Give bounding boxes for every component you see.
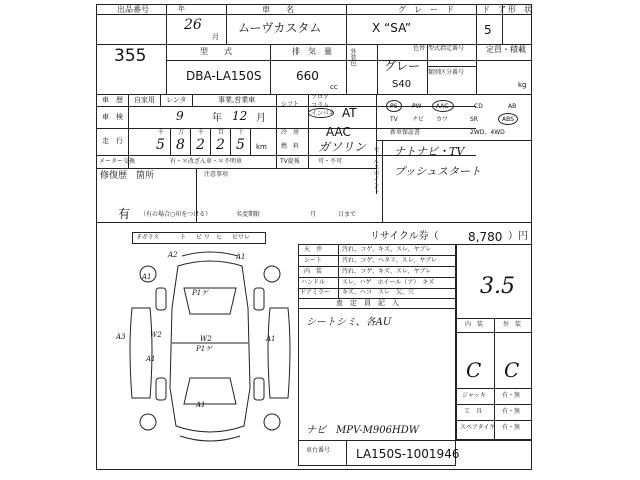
shape-label: 形 状 bbox=[508, 5, 532, 14]
mileage-unit-3: 千 bbox=[198, 129, 205, 136]
lot-label: 出品番号 bbox=[117, 5, 149, 14]
business-label: 事業,営業車 bbox=[218, 96, 256, 104]
aircon-label: 冷 房 bbox=[281, 129, 300, 136]
shaken-month-unit: 月 bbox=[256, 113, 266, 124]
meter-label: メーター交換 bbox=[99, 158, 136, 165]
equip-row1-5: AB bbox=[508, 103, 517, 110]
recycle-label: リサイクル券（ bbox=[370, 231, 439, 242]
equip-row2-2: ナビ bbox=[412, 116, 425, 123]
mileage-unit-5: 十 bbox=[238, 129, 245, 136]
cond-row-2-values: 汚れ、コゲ、ヘタリ、スレ、ヤブレ bbox=[342, 257, 437, 264]
year-label: 年 bbox=[178, 5, 185, 13]
notes-label: 注意事項 bbox=[204, 171, 229, 178]
shaken-year-unit: 年 bbox=[212, 113, 222, 124]
column-sub: インパネ bbox=[311, 110, 335, 117]
tv-label: TV提報 bbox=[280, 158, 300, 165]
inspector-note-1: シートシミ、各AU bbox=[306, 317, 392, 328]
diagram-mark-3: A1 bbox=[142, 273, 152, 281]
tool-label: 工 具 bbox=[464, 408, 483, 415]
cond-row-1-label: 天 井 bbox=[304, 246, 323, 253]
shaken-month: 12 bbox=[232, 109, 248, 123]
cond-row-5-values: キズ、ヘコ スレ 欠、穴 bbox=[342, 289, 415, 296]
repair-value: 有 bbox=[118, 207, 131, 221]
displacement-label: 排 気 量 bbox=[292, 47, 332, 56]
cond-row-3-label: 内 装 bbox=[304, 268, 323, 275]
equip-row1-2: PW bbox=[412, 103, 422, 110]
mileage-digit-1: 5 bbox=[156, 137, 165, 153]
rental-label: レンタ bbox=[166, 96, 187, 104]
diagram-mark-10: A1 bbox=[146, 355, 156, 363]
year-value: 26 bbox=[184, 17, 202, 33]
shift-value: AT bbox=[342, 106, 357, 120]
diagram-mark-9: A3 bbox=[116, 333, 126, 341]
serial-label: 車台番号 bbox=[306, 447, 331, 454]
inspector-notes-label: 査 定 員 記 入 bbox=[336, 299, 399, 307]
equip-row1-1: PS bbox=[390, 103, 398, 110]
jack-label: ジャッキ bbox=[462, 392, 486, 399]
grade-value: X “SA” bbox=[372, 21, 412, 35]
category-label: 類別区分番号 bbox=[428, 69, 465, 76]
equip-circle-abs bbox=[498, 113, 518, 125]
mileage-digit-5: 5 bbox=[236, 137, 245, 153]
mileage-unit-1: 千 bbox=[158, 129, 165, 136]
repair-day-label: 日まで bbox=[338, 211, 357, 218]
score-value: 3.5 bbox=[480, 274, 515, 299]
equip-row2-1: TV bbox=[390, 116, 398, 123]
serial-value: LA150S-1001946 bbox=[356, 447, 460, 461]
glass-label-5: ビワレ bbox=[232, 234, 251, 241]
aircon-value: AAC bbox=[326, 125, 351, 139]
cond-row-5-label: ドアミラー bbox=[300, 289, 330, 296]
displacement-value: 660 bbox=[296, 69, 319, 83]
diagram-mark-7: A1 bbox=[266, 335, 276, 343]
sales-point-label: セールスポイント bbox=[372, 146, 379, 194]
new-car-label: 新車保証書 bbox=[390, 129, 421, 136]
inspector-label: 名変期限 bbox=[236, 211, 261, 218]
model-label: 型 式 bbox=[200, 47, 232, 56]
inspector-note-2: ナビ MPV-M906HDW bbox=[306, 425, 419, 436]
equip-row2-3: カワ bbox=[436, 116, 449, 123]
history-label: 車 歴 bbox=[102, 96, 123, 104]
mileage-unit-4: 百 bbox=[218, 129, 225, 136]
designated-label: 型式指定番号 bbox=[428, 45, 465, 52]
capacity-unit: kg bbox=[518, 81, 527, 89]
glass-label-3: ビ ワ bbox=[196, 234, 210, 241]
sales-point-line2: プッシュスタート bbox=[394, 165, 482, 178]
drive-label: 2WD、4WD bbox=[470, 129, 505, 136]
spare-value: 有・無 bbox=[502, 424, 521, 431]
model-value: DBA-LA150S bbox=[186, 69, 262, 83]
interior-label: 内 装 bbox=[465, 321, 484, 328]
name-value: ムーヴカスタム bbox=[238, 21, 322, 35]
repair-label: 修復歴 箇所 bbox=[100, 171, 155, 181]
mileage-unit-2: 万 bbox=[178, 129, 185, 136]
cond-row-4-label: ハンドル bbox=[301, 279, 326, 286]
glass-label-1: Fガラス bbox=[138, 234, 160, 241]
private-label: 自家用 bbox=[134, 96, 155, 104]
month-label: 月 bbox=[212, 33, 219, 41]
interior-value: C bbox=[466, 358, 482, 382]
shaken-year: 9 bbox=[176, 109, 184, 123]
color-value: グレー bbox=[384, 59, 421, 73]
mileage-label: 走 行 bbox=[102, 137, 123, 145]
exterior-label-score: 外 装 bbox=[503, 321, 522, 328]
cond-row-3-values: 汚れ、コゲ、キズ、スレ、ヤブレ bbox=[342, 268, 432, 275]
mileage-digit-4: 2 bbox=[216, 137, 225, 153]
equip-row2-4: SR bbox=[470, 116, 478, 123]
meter-options: 有・＊改ざん車・＊不明車 bbox=[170, 158, 243, 165]
name-label: 車 名 bbox=[262, 5, 294, 14]
shift-label: シフト bbox=[281, 101, 300, 108]
lot-number: 355 bbox=[114, 46, 147, 66]
mileage-unit: km bbox=[256, 143, 267, 151]
jack-value: 有・無 bbox=[502, 392, 521, 399]
door-value: 5 bbox=[484, 23, 492, 37]
colorchange-label: 色替 bbox=[413, 45, 426, 52]
diagram-mark-8: W2 bbox=[200, 335, 212, 343]
column-label: コラム bbox=[311, 102, 329, 109]
cond-row-2-label: シート bbox=[304, 257, 323, 264]
cond-row-4-values: スレ、ハゲ ホイール（ア） キズ bbox=[342, 279, 435, 286]
column-circle bbox=[308, 108, 334, 118]
capacity-label: 定員・積載 bbox=[486, 45, 526, 54]
repair-note: （有の場合○印をつける） bbox=[140, 211, 212, 218]
cond-row-1-values: 汚れ、コゲ、キズ、スレ、ヤブレ bbox=[342, 246, 432, 253]
displacement-unit: cc bbox=[330, 83, 338, 91]
exterior-label: 外装色 bbox=[349, 48, 356, 66]
diagram-mark-2: A1 bbox=[236, 253, 246, 261]
diagram-mark-6: P1ゲ bbox=[196, 345, 213, 353]
shaken-label: 車 検 bbox=[102, 113, 123, 121]
recycle-amount: 8,780 bbox=[468, 230, 503, 244]
diagram-mark-5: W2 bbox=[150, 331, 162, 339]
exterior-value: C bbox=[504, 358, 520, 382]
diagram-mark-1: A2 bbox=[168, 251, 178, 259]
door-label: ド ア bbox=[482, 5, 506, 14]
tool-value: 有・無 bbox=[502, 408, 521, 415]
diagram-mark-4: P1ゲ bbox=[192, 289, 209, 297]
glass-label-2: ト bbox=[180, 234, 187, 241]
floor-label: フロア bbox=[311, 94, 330, 101]
tv-options: 可・不可 bbox=[318, 158, 343, 165]
mileage-digit-2: 8 bbox=[176, 137, 185, 153]
equip-row1-4: CD bbox=[474, 103, 483, 110]
sales-point-line1: ナトナビ・TV bbox=[394, 145, 465, 158]
diagram-mark-11: A1 bbox=[196, 401, 206, 409]
equip-circle-aac bbox=[432, 100, 454, 112]
equip-row1-3: AAC bbox=[436, 103, 449, 110]
repair-month-label: 月 bbox=[310, 211, 317, 218]
glass-label-4: ヒ bbox=[216, 234, 223, 241]
equip-circle-ps bbox=[386, 100, 402, 112]
mileage-digit-3: 2 bbox=[196, 137, 205, 153]
grade-label: グ レ ー ド bbox=[398, 5, 454, 14]
fuel-label: 燃 料 bbox=[281, 143, 300, 150]
color-code-value: S40 bbox=[392, 79, 412, 90]
equip-row2-5: ABS bbox=[502, 116, 514, 123]
spare-label: スペアタイヤ bbox=[460, 424, 496, 431]
recycle-unit: ）円 bbox=[508, 231, 528, 242]
fuel-value: ガソリン bbox=[318, 140, 367, 154]
